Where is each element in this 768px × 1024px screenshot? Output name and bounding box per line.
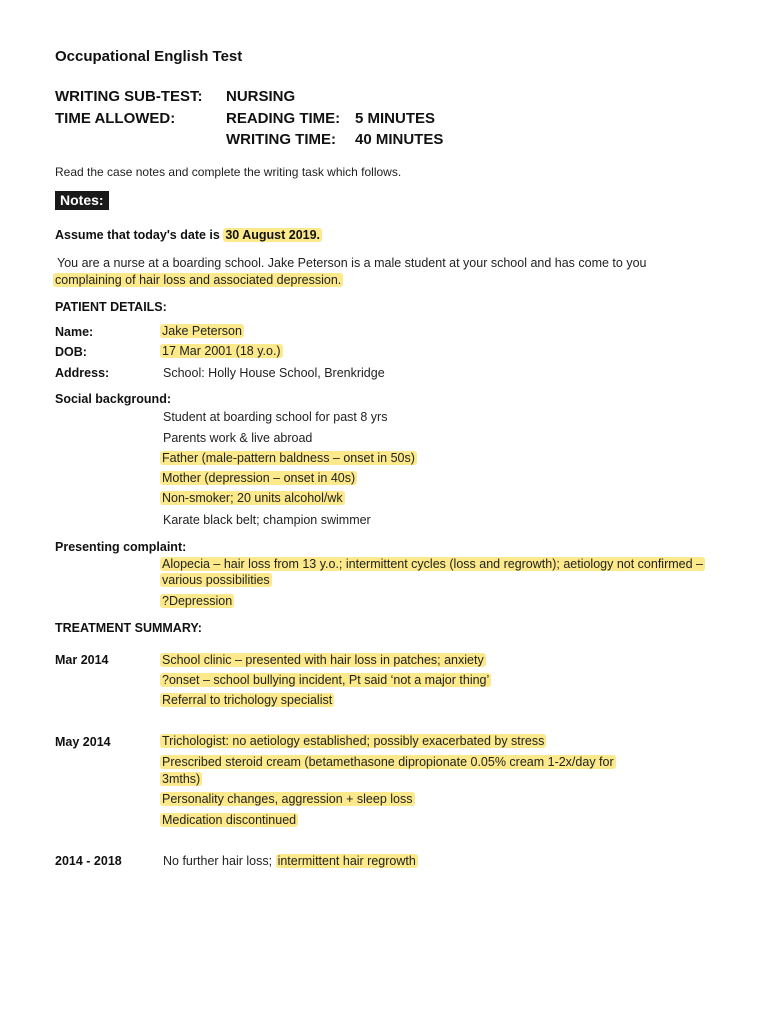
date-prefix: Assume that today's date is: [55, 228, 220, 242]
complaint-line-2: [160, 573, 272, 587]
mar-2014-item-1-highlight: ?onset – school bullying incident, Pt said ‘not a major thing’: [162, 673, 490, 687]
complaint-line-2-highlight: various possibilities: [162, 573, 270, 587]
complaint-line-1: [160, 557, 705, 571]
name-label: Name:: [55, 325, 94, 339]
notes-label: Notes:: [55, 191, 109, 210]
dob-value-highlight: 17 Mar 2001 (18 y.o.): [162, 344, 281, 358]
social-item-2: [160, 451, 417, 465]
scenario-line-1: You are a nurse at a boarding school. Jake Peterson is a male student at your school and has come to you: [57, 256, 647, 270]
complaint-line-3: [160, 594, 234, 608]
social-item-3: [160, 471, 357, 485]
social-background-heading: Social background:: [55, 392, 171, 406]
instructions-text: Read the case notes and complete the writing task which follows.: [55, 165, 402, 179]
subtest-label: WRITING SUB-TEST:: [55, 88, 203, 105]
time-allowed-label: TIME ALLOWED:: [55, 110, 176, 127]
presenting-complaint-heading: Presenting complaint:: [55, 540, 187, 554]
mar-2014-item-0-highlight: School clinic – presented with hair loss in patches; anxiety: [162, 653, 484, 667]
may-2014-item-2-highlight: Personality changes, aggression + sleep loss: [162, 792, 413, 806]
address-value: School: Holly House School, Brenkridge: [163, 366, 385, 380]
may-2014-item-1a-highlight: Prescribed steroid cream (betamethasone dipropionate 0.05% cream 1-2x/day for: [162, 755, 614, 769]
period-2014-2018-label: 2014 - 2018: [55, 854, 122, 868]
social-item-2-highlight: Father (male-pattern baldness – onset in 50s): [162, 451, 415, 465]
complaint-line-3-highlight: ?Depression: [162, 594, 233, 608]
social-item-3-highlight: Mother (depression – onset in 40s): [162, 471, 356, 485]
scenario-line-2: [53, 273, 343, 287]
dob-label: DOB:: [55, 345, 87, 359]
complaint-line-1-highlight: Alopecia – hair loss from 13 y.o.; intermittent cycles (loss and regrowth); aetiology not confirmed –: [162, 557, 703, 571]
page-title: Occupational English Test: [55, 48, 243, 65]
social-item-1: Parents work & live abroad: [163, 431, 313, 445]
may-2014-item-1b: [160, 772, 202, 786]
date-value: 30 August 2019.: [225, 228, 321, 242]
name-value: [160, 324, 244, 338]
name-value-highlight: Jake Peterson: [162, 324, 242, 338]
mar-2014-label: Mar 2014: [55, 653, 109, 667]
address-label: Address:: [55, 366, 110, 380]
writing-time-label: WRITING TIME:: [226, 131, 336, 148]
dob-value: [160, 344, 283, 358]
period-2014-2018-highlight: intermittent hair regrowth: [277, 854, 416, 868]
may-2014-item-2: [160, 792, 415, 806]
reading-time-value: 5 MINUTES: [355, 110, 436, 127]
mar-2014-item-0: [160, 653, 486, 667]
period-2014-2018-item: [163, 854, 418, 868]
mar-2014-item-1: [160, 673, 491, 687]
may-2014-label: May 2014: [55, 735, 111, 749]
may-2014-item-3: [160, 813, 298, 827]
mar-2014-item-2-highlight: Referral to trichology specialist: [162, 693, 333, 707]
may-2014-item-0-highlight: Trichologist: no aetiology established; possibly exacerbated by stress: [162, 734, 545, 748]
may-2014-item-3-highlight: Medication discontinued: [162, 813, 297, 827]
patient-details-heading: PATIENT DETAILS:: [55, 300, 167, 314]
social-item-5: Karate black belt; champion swimmer: [163, 513, 371, 527]
scenario-highlight: complaining of hair loss and associated depression.: [55, 273, 342, 287]
may-2014-item-0: [160, 734, 546, 748]
period-2014-2018-plain: No further hair loss;: [163, 854, 273, 868]
treatment-summary-heading: TREATMENT SUMMARY:: [55, 621, 202, 635]
mar-2014-item-2: [160, 693, 334, 707]
reading-time-label: READING TIME:: [226, 110, 341, 127]
social-item-0: Student at boarding school for past 8 yrs: [163, 410, 388, 424]
may-2014-item-1b-highlight: 3mths): [162, 772, 201, 786]
social-item-4-highlight: Non-smoker; 20 units alcohol/wk: [162, 491, 343, 505]
social-item-4: [160, 491, 345, 505]
writing-time-value: 40 MINUTES: [355, 131, 444, 148]
date-line: [55, 228, 322, 242]
may-2014-item-1a: [160, 755, 616, 769]
subtest-value: NURSING: [226, 88, 296, 105]
